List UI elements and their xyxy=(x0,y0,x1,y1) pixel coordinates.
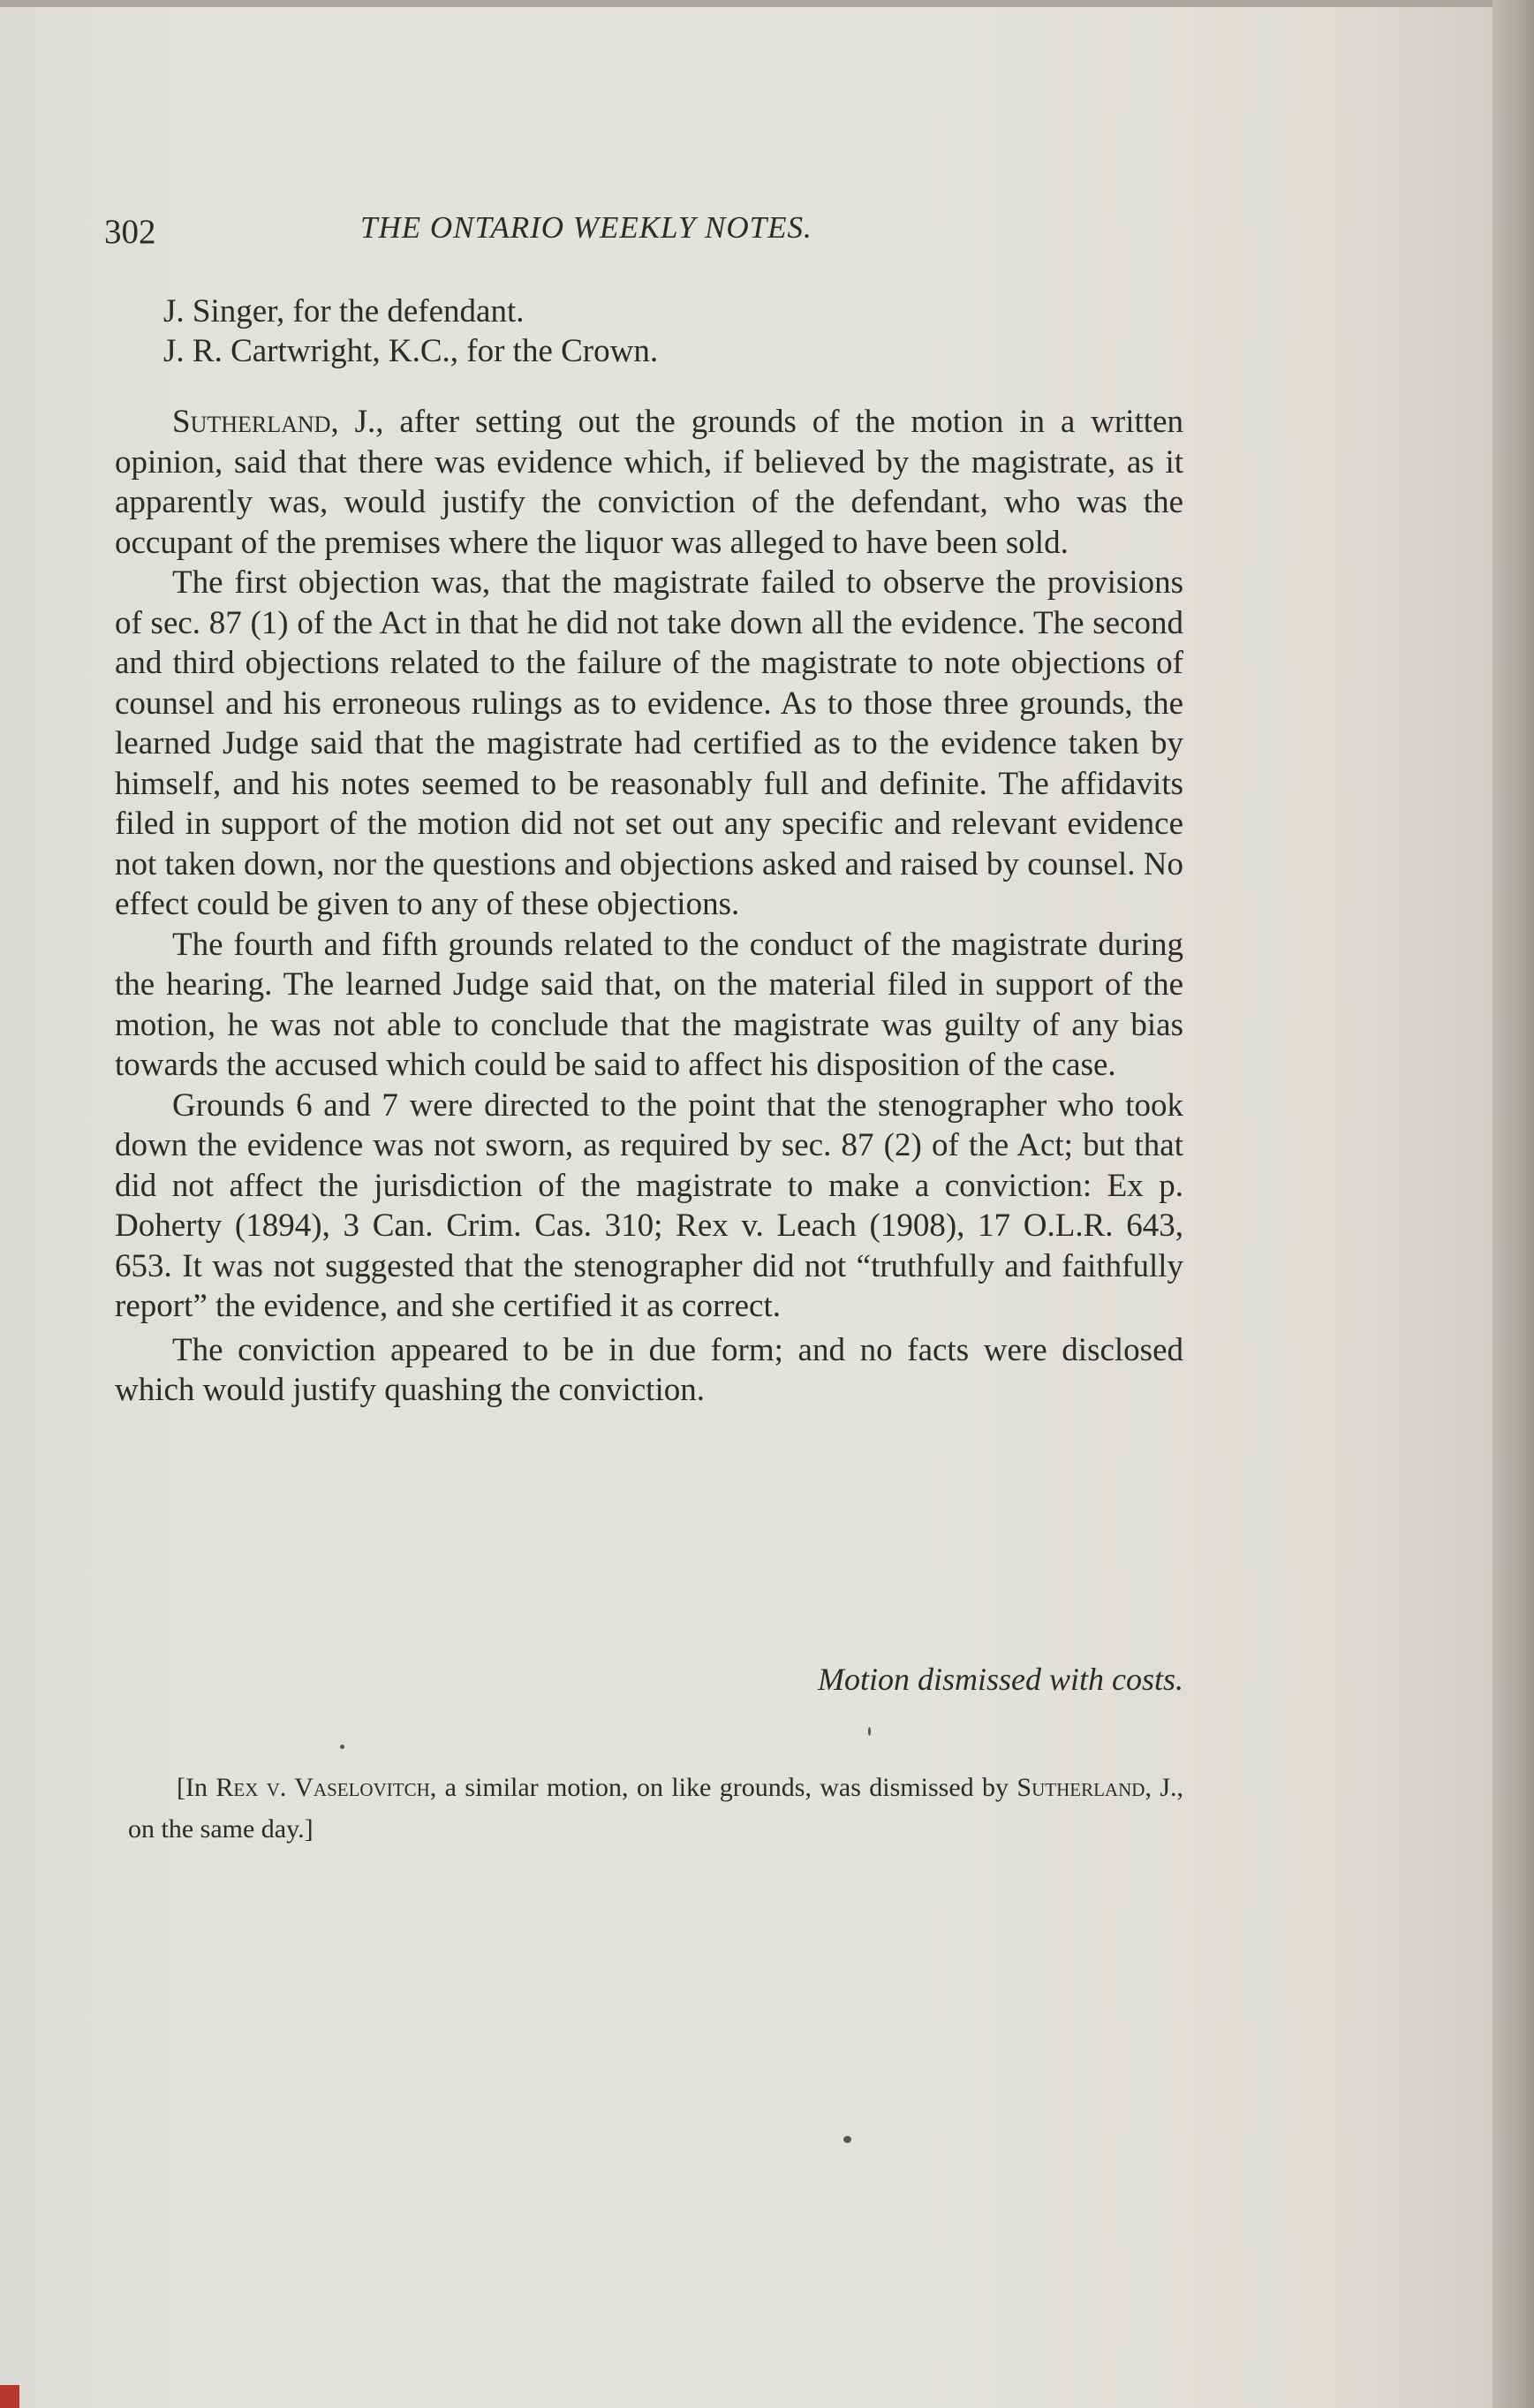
page-fore-edge xyxy=(1492,0,1534,2408)
running-title: THE ONTARIO WEEKLY NOTES. xyxy=(360,210,812,245)
page-top-edge xyxy=(0,0,1501,7)
judge-name: Sutherland xyxy=(1016,1773,1145,1802)
paragraph: The first objection was, that the magistrate failed to observe the provisions of sec. 87 (1) of the Act in that he did not take down all the evidence. The second and third objections related to the failure of the magistrate to note objections of counsel and his erroneous rulings as to evidence. As to those three grounds, the learned Judge said that the magistrate had certified as to the evidence taken by himself, and his notes seemed to be reasonably full and definite. The affidavits filed in support of the motion did not set out any specific and relevant evidence not taken down, nor the questions and objections asked and raised by counsel. No effect could be given to any of these objections. xyxy=(115,564,1183,922)
paragraph xyxy=(115,402,1183,563)
paragraph: The conviction appeared to be in due form; and no facts were disclosed which would justify quashing the conviction. xyxy=(115,1331,1183,1408)
paragraph: The fourth and fifth grounds related to the conduct of the magistrate during the hearing. The learned Judge said that, on the material filed in support of the motion, he was not able to conclude that the magistrate was guilty of any bias towards the accused which could be said to affect his disposition of the case. xyxy=(115,926,1183,1083)
page-number: 302 xyxy=(104,213,156,251)
paragraph-text: , J., after setting out the grounds of the motion in a written opinion, said that there was evidence which, if believed by the magistrate, as it apparently was, would justify the conviction of the defendant, who was the occupant of the premises where the liquor was alleged to have been sold. xyxy=(115,404,1183,561)
ink-speck xyxy=(843,2136,851,2143)
opinion-body xyxy=(115,402,1183,1411)
note-text: , a similar motion, on like grounds, was dismissed by xyxy=(429,1773,1017,1802)
ink-speck xyxy=(340,1745,344,1749)
note-text: , J., on the same day.] xyxy=(128,1773,1183,1844)
counsel-list xyxy=(163,292,658,371)
page-header xyxy=(104,205,1182,258)
ink-speck xyxy=(868,1727,871,1736)
disposition: Motion dismissed with costs. xyxy=(817,1662,1183,1697)
paragraph: Grounds 6 and 7 were directed to the point that the stenographer who took down the evidence was not sworn, as required by sec. 87 (2) of the Act; but that did not affect the jurisdiction of the magistrate to make a conviction: Ex p. Doherty (1894), 3 Can. Crim. Cas. 310; Rex v. Leach (1908), 17 O.L.R. 643, 653. It was not suggested that the stenographer did not “truthfully and faithfully report” the evidence, and she certified it as correct. xyxy=(115,1087,1183,1324)
counsel-line: J. Singer, for the defendant. xyxy=(163,293,525,329)
editor-note xyxy=(128,1767,1183,1850)
judge-name: Sutherland xyxy=(172,404,331,440)
corner-mark xyxy=(0,2385,19,2408)
counsel-line: J. R. Cartwright, K.C., for the Crown. xyxy=(163,333,659,369)
note-text: [In xyxy=(177,1773,216,1802)
case-name: Rex v. Vaselovitch xyxy=(215,1773,430,1802)
